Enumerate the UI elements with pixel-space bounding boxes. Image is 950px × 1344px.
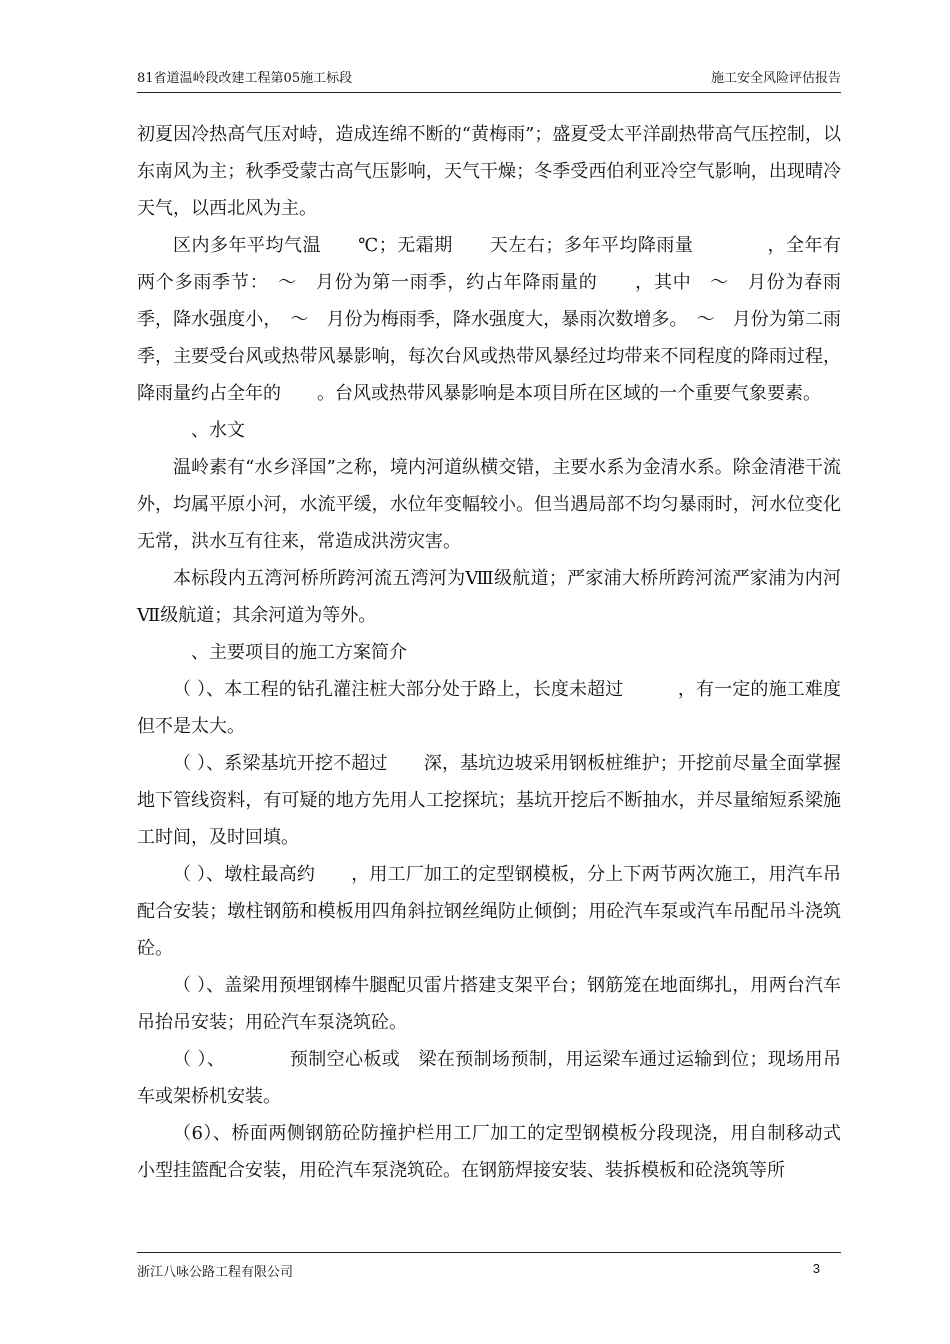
list-item: （ ）、本工程的钻孔灌注桩大部分处于路上，长度未超过 ，有一定的施工难度但不是太大。 bbox=[137, 679, 841, 737]
list-item: （ ）、系梁基坑开挖不超过 深，基坑边坡采用钢板桩维护；开挖前尽量全面掌握地下管线资料，有可疑的地方先用人工挖探坑；基坑开挖后不断抽水，并尽量缩短系梁施工时间，及时回填。 bbox=[137, 753, 841, 848]
page-header bbox=[137, 70, 841, 93]
list-item: （ ）、墩柱最高约 ，用工厂加工的定型钢模板，分上下两节两次施工，用汽车吊配合安装；墩柱钢筋和模板用四角斜拉钢丝绳防止倾倒；用砼汽车泵或汽车吊配吊斗浇筑砼。 bbox=[137, 864, 841, 959]
list-item: （ ）、盖梁用预埋钢棒牛腿配贝雷片搭建支架平台；钢筋笼在地面绑扎，用两台汽车吊抬吊安装；用砼汽车泵浇筑砼。 bbox=[137, 975, 841, 1033]
document-body bbox=[137, 116, 841, 1189]
footer-company: 浙江八咏公路工程有限公司 bbox=[137, 1265, 294, 1280]
section-heading: 、主要项目的施工方案简介 bbox=[173, 642, 407, 663]
list-item: （6）、桥面两侧钢筋砼防撞护栏用工厂加工的定型钢模板分段现浇，用自制移动式小型挂篮配合安装，用砼汽车泵浇筑砼。在钢筋焊接安装、装拆模板和砼浇筑等所 bbox=[137, 1123, 841, 1181]
header-project-title: 81省道温岭段改建工程第05施工标段 bbox=[137, 71, 353, 86]
header-report-title: 施工安全风险评估报告 bbox=[710, 71, 841, 86]
page-footer bbox=[137, 1252, 841, 1280]
list-item: （ ）、 预制空心板或 梁在预制场预制，用运梁车通过运输到位；现场用吊车或架桥机安装。 bbox=[137, 1049, 841, 1107]
paragraph: 本标段内五湾河桥所跨河流五湾河为Ⅷ级航道；严家浦大桥所跨河流严家浦为内河Ⅶ级航道；其余河道为等外。 bbox=[137, 568, 841, 626]
paragraph: 初夏因冷热高气压对峙，造成连绵不断的“黄梅雨”；盛夏受太平洋副热带高气压控制，以东南风为主；秋季受蒙古高气压影响，天气干燥；冬季受西伯利亚冷空气影响，出现晴冷天气，以西北风为主。 bbox=[137, 124, 841, 219]
page-number: 3 bbox=[812, 1261, 820, 1276]
section-heading: 、水文 bbox=[173, 420, 245, 441]
paragraph: 温岭素有“水乡泽国”之称，境内河道纵横交错，主要水系为金清水系。除金清港干流外，均属平原小河，水流平缓，水位年变幅较小。但当遇局部不均匀暴雨时，河水位变化无常，洪水互有往来，常造成洪涝灾害。 bbox=[137, 457, 841, 552]
paragraph: 区内多年平均气温 ℃；无霜期 天左右；多年平均降雨量 ，全年有两个多雨季节： ～ 月份为第一雨季，约占年降雨量的 ，其中 ～ 月份为春雨季，降水强度小， ～ 月份为梅雨季，降水强度大，暴雨次数增多。 ～ 月份为第二雨季，主要受台风或热带风暴影响，每次台风或热带风暴经过均带来不同程度的降雨过程，降雨量约占全年的 。台风或热带风暴影响是本项目所在区域的一个重要气象要素。 bbox=[137, 235, 841, 404]
